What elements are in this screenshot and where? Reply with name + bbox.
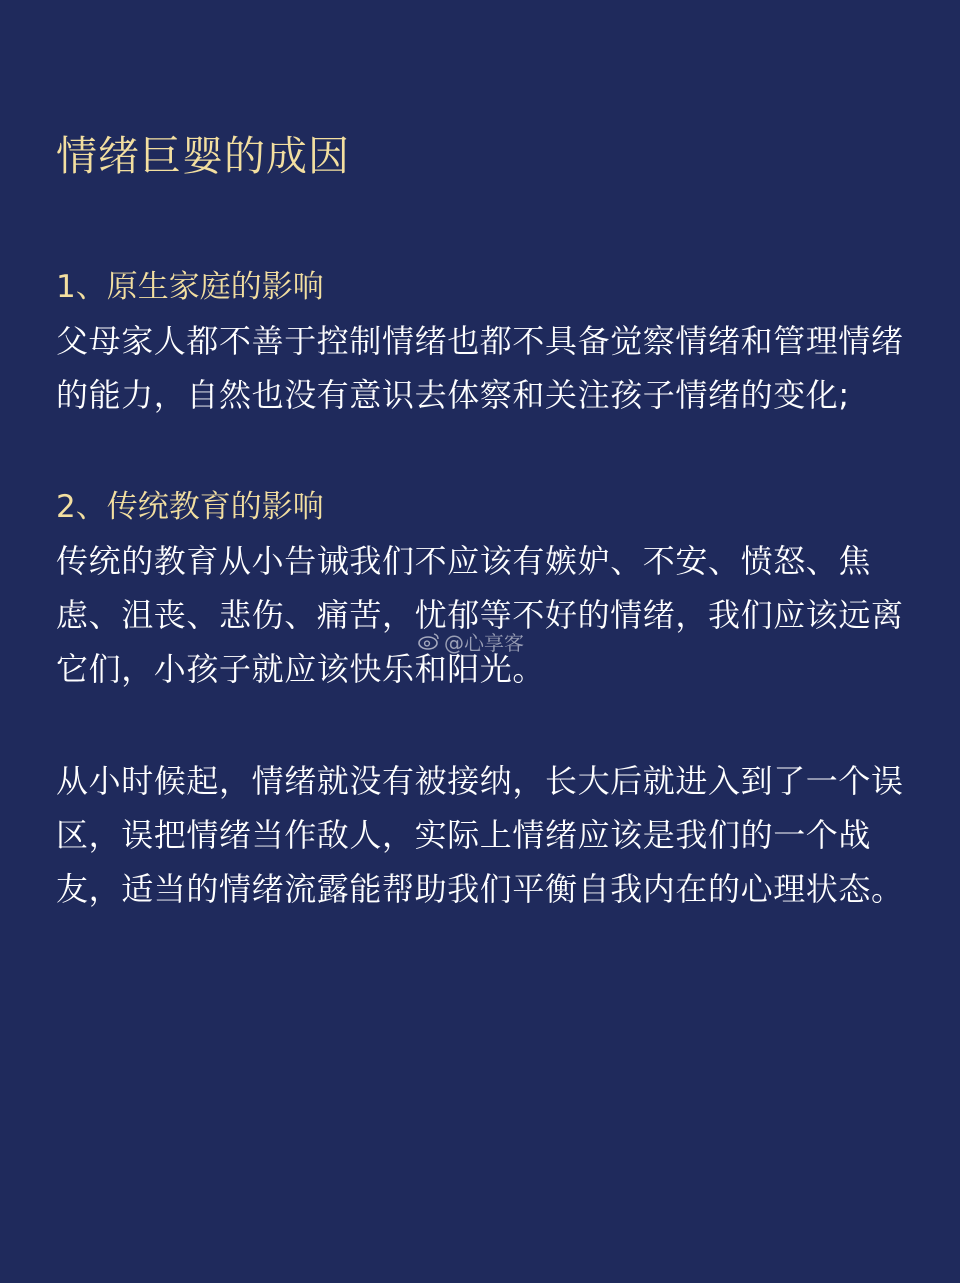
conclusion-section bbox=[56, 754, 904, 916]
page-title: 情绪巨婴的成因 bbox=[56, 132, 350, 180]
conclusion-paragraph: 从小时候起，情绪就没有被接纳，长大后就进入到了一个误区，误把情绪当作敌人，实际上情绪应该是我们的一个战友，适当的情绪流露能帮助我们平衡自我内在的心理状态。 bbox=[56, 762, 904, 908]
section-family-influence bbox=[56, 260, 904, 422]
section-heading: 1、原生家庭的影响 bbox=[56, 269, 324, 305]
section-heading: 2、传统教育的影响 bbox=[56, 489, 324, 525]
section-education-influence bbox=[56, 480, 904, 696]
section-body: 父母家人都不善于控制情绪也都不具备觉察情绪和管理情绪的能力，自然也没有意识去体察和关注孩子情绪的变化; bbox=[56, 322, 904, 414]
section-body: 传统的教育从小告诫我们不应该有嫉妒、不安、愤怒、焦虑、沮丧、悲伤、痛苦，忧郁等不好的情绪，我们应该远离它们，小孩子就应该快乐和阳光。 bbox=[56, 542, 904, 688]
watermark-text: @心享客 bbox=[444, 630, 524, 655]
